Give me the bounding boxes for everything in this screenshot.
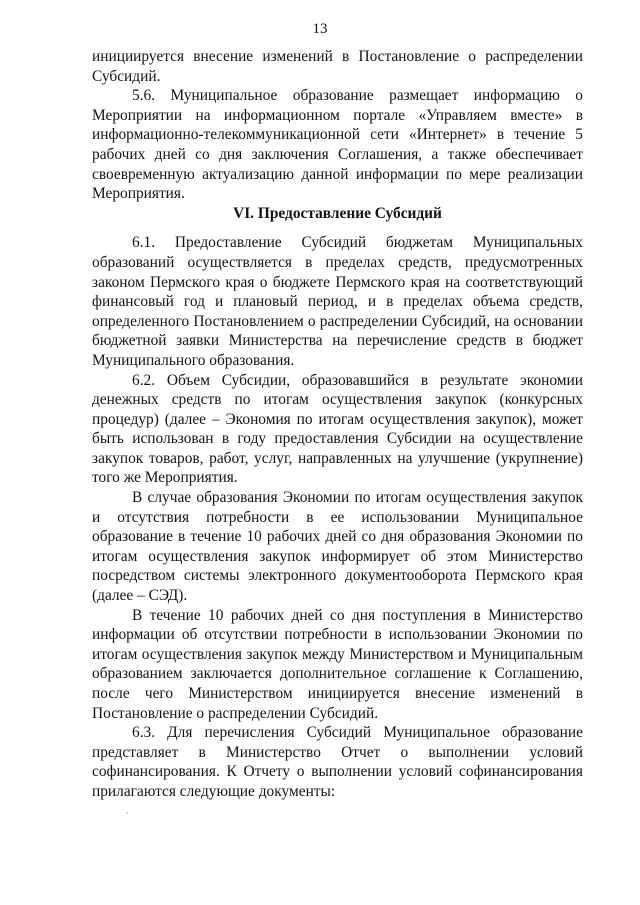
paragraph-6-3: 6.3. Для перечисления Субсидий Муниципальное образование представляет в Министерство Отчет о выполнении условий софинансирования. К Отчету о выполнении условий софинансирования прилагаются следующие документы: bbox=[92, 724, 583, 800]
paragraph-continuation: инициируется внесение изменений в Постановление о распределении Субсидий. bbox=[92, 48, 583, 85]
scan-speck bbox=[126, 812, 128, 814]
page-number: 13 bbox=[312, 21, 328, 37]
section-heading: VI. Предоставление Субсидий bbox=[233, 204, 442, 222]
paragraph-5-6: 5.6. Муниципальное образование размещает информацию о Мероприятии на информационном портале «Управляем вместе» в информационно-телекоммуникационной сети «Интернет» в течение 5 рабочих дней со дня заключения Соглашения, а также обеспечивает своевременную актуализацию данной информации по мере реализации Мероприятия. bbox=[92, 87, 583, 203]
paragraph-additional-agreement: В течение 10 рабочих дней со дня поступления в Министерство информации об отсутствии потребности в использовании Экономии по итогам осуществления закупок между Министерством и Муниципальным образованием заключается дополнительное соглашение к Соглашению, после чего Министерством инициируется внесение изменений в Постановление о распределении Субсидий. bbox=[92, 606, 583, 722]
document-body bbox=[92, 47, 583, 802]
paragraph-6-1: 6.1. Предоставление Субсидий бюджетам Муниципальных образований осуществляется в пределах средств, предусмотренных законом Пермского края о бюджете Пермского края на соответствующий финансовый год и плановый период, и в пределах объема средств, определенного Постановлением о распределении Субсидий, на основании бюджетной заявки Министерства на перечисление средств в бюджет Муниципального образования. bbox=[92, 234, 583, 369]
paragraph-6-2: 6.2. Объем Субсидии, образовавшийся в результате экономии денежных средств по итогам осуществления закупок (конкурсных процедур) (далее – Экономия по итогам осуществления закупок), может быть использован в году предоставления Субсидии на осуществление закупок товаров, работ, услуг, направленных на улучшение (укрупнение) того же Мероприятия. bbox=[92, 371, 583, 487]
paragraph-economy-case: В случае образования Экономии по итогам осуществления закупок и отсутствия потребности в ее использовании Муниципальное образование в течение 10 рабочих дней со дня образования Экономии по итогам осуществления закупок информирует об этом Министерство посредством системы электронного документооборота Пермского края (далее – СЭД). bbox=[92, 489, 583, 605]
